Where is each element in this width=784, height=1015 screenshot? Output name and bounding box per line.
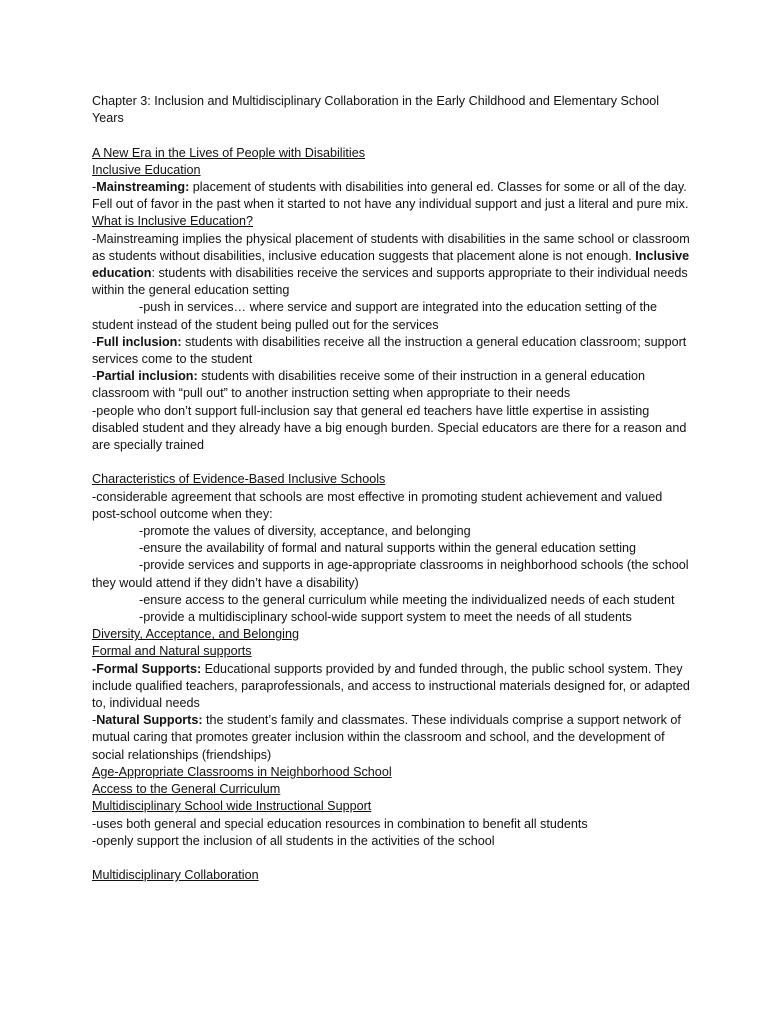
- definition-natural-supports: the student’s family and classmates. These individuals comprise a support network of mutual caring that promotes greater inclusion within the classroom and school, and the development of social relationships (friendships): [92, 713, 681, 762]
- paragraph-partial-inclusion: [92, 368, 692, 402]
- list-item: -provide services and supports in age-appropriate classrooms in neighborhood schools (the school they would attend if they didn’t have a disability): [92, 558, 689, 590]
- paragraph-characteristics-intro: -considerable agreement that schools are most effective in promoting student achievement and valued post-school outcome when they:: [92, 489, 663, 521]
- list-item: -uses both general and special education resources in combination to benefit all students: [92, 816, 588, 831]
- list-item: -ensure access to the general curriculum while meeting the individualized needs of each student: [139, 592, 675, 607]
- list-item: -openly support the inclusion of all students in the activities of the school: [92, 833, 495, 848]
- spacer: [92, 850, 692, 867]
- spacer: [92, 454, 692, 471]
- definition-mainstreaming: placement of students with disabilities into general ed. Classes for some or all of the day. Fell out of favor in the past when it started to not have any individual support and just a literal and pure mix.: [92, 180, 689, 212]
- list-item: -ensure the availability of formal and natural supports within the general education setting: [139, 541, 637, 556]
- subheading-multidisciplinary-support: Multidisciplinary School wide Instructional Support: [92, 799, 372, 814]
- paragraph-opposition-view: -people who don’t support full-inclusion say that general ed teachers have little expertise in assisting disabled student and they already have a big enough burden. Special educators are there for a reason and are specially trained: [92, 403, 687, 453]
- term-natural-supports: Natural Supports:: [96, 713, 203, 728]
- subheading-access-curriculum: Access to the General Curriculum: [92, 782, 281, 797]
- subheading-inclusive-education: Inclusive Education: [92, 162, 201, 177]
- subheading-formal-natural-supports: Formal and Natural supports: [92, 644, 252, 659]
- section-heading-multidisciplinary-collaboration: Multidisciplinary Collaboration: [92, 868, 259, 883]
- term-formal-supports: -Formal Supports:: [92, 661, 202, 676]
- definition-partial-inclusion: students with disabilities receive some of their instruction in a general education classroom with “pull out” to another instruction setting when appropriate to their needs: [92, 369, 646, 401]
- dash-prefix: -: [92, 713, 97, 728]
- paragraph-full-inclusion: [92, 334, 692, 368]
- subheading-age-appropriate: Age-Appropriate Classrooms in Neighborhood School: [92, 764, 392, 779]
- dash-prefix: -: [92, 369, 97, 384]
- definition-inclusive-education: : students with disabilities receive the services and supports appropriate to their individual needs within the general education setting: [92, 266, 688, 298]
- dash-prefix: -: [92, 180, 97, 194]
- dash-prefix: -: [92, 334, 97, 349]
- term-inclusive-education: Inclusive education: [92, 248, 690, 281]
- definition-full-inclusion: students with disabilities receive all the instruction a general education classroom; support services come to the student: [92, 334, 687, 367]
- term-partial-inclusion: Partial inclusion:: [96, 369, 198, 384]
- list-item: -provide a multidisciplinary school-wide support system to meet the needs of all students: [139, 610, 632, 625]
- spacer: [92, 127, 692, 144]
- definition-formal-supports: Educational supports provided by and funded through, the public school system. They include qualified teachers, paraprofessionals, and access to instructional materials designed for, or adapted to, individual needs: [92, 661, 690, 711]
- section-heading-new-era: A New Era in the Lives of People with Disabilities: [92, 145, 365, 160]
- paragraph-natural-supports: [92, 712, 692, 764]
- term-mainstreaming: Mainstreaming:: [96, 180, 190, 194]
- document-body: [92, 93, 692, 884]
- paragraph-push-in-services: -push in services… where service and support are integrated into the education setting of the student instead of the student being pulled out for the services: [92, 300, 658, 332]
- list-item: -promote the values of diversity, acceptance, and belonging: [139, 524, 471, 539]
- term-full-inclusion: Full inclusion:: [96, 334, 182, 349]
- subheading-diversity: Diversity, Acceptance, and Belonging: [92, 627, 299, 642]
- chapter-title: Chapter 3: Inclusion and Multidisciplinary Collaboration in the Early Childhood and Elementary School Years: [92, 94, 660, 126]
- section-heading-characteristics: Characteristics of Evidence-Based Inclusive Schools: [92, 472, 386, 487]
- paragraph-formal-supports: [92, 661, 692, 713]
- subheading-what-is-inclusive-education: What is Inclusive Education?: [92, 214, 254, 229]
- paragraph-mainstreaming: [92, 179, 692, 213]
- paragraph-inclusive-education: [92, 231, 692, 300]
- text-mainstreaming-implies: -Mainstreaming implies the physical placement of students with disabilities in the same school or classroom as students without disabilities, inclusive education suggests that placement alone is not enough.: [92, 231, 690, 263]
